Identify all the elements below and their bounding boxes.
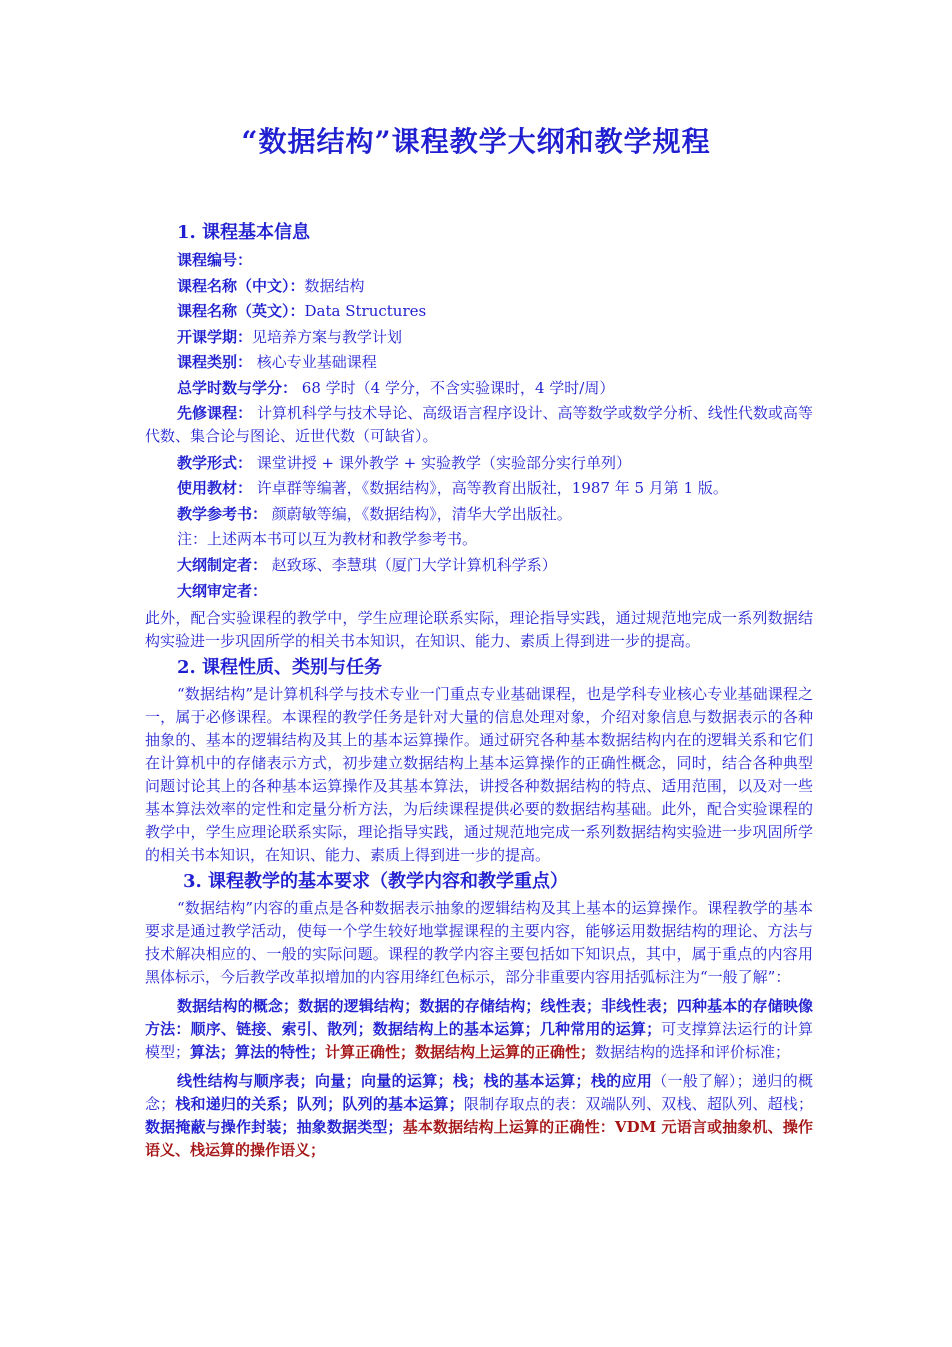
knowledge-2-adt: 数据掩蔽与操作封装；抽象数据类型； [145,1118,403,1137]
reviewer-label: 大纲审定者： [177,581,268,600]
knowledge-2-linear: 线性结构与顺序表；向量；向量的运算；栈；栈的基本运算；栈的应用 [177,1072,653,1091]
note-row [145,527,813,553]
form-label: 教学形式： [177,453,253,472]
semester-label: 开课学期： [177,327,253,346]
reference-value: 颜蔚敏等编，《数据结构》，清华大学出版社。 [267,504,572,523]
name-en-label: 课程名称（英文）： [177,302,305,321]
knowledge-2-vdm: 基本数据结构上运算的正确性：VDM 元语言或抽象机、操作语义、栈运算的操作语义； [145,1118,813,1160]
knowledge-1-algorithm: 算法；算法的特性； [190,1043,326,1062]
category-row [145,350,813,376]
hours-label: 总学时数与学分： [177,378,298,397]
course-code-row [145,248,813,274]
course-code-label: 课程编号： [177,251,253,269]
textbook-value: 许卓群等编著，《数据结构》，高等教育出版社，1987 年 5 月第 1 版。 [252,479,728,498]
section2-heading: 2. 课程性质、类别与任务 [177,657,383,679]
name-cn-value: 数据结构 [304,276,365,295]
name-cn-label: 课程名称（中文）： [177,276,305,295]
name-en-value: Data Structures [304,302,427,321]
knowledge-1-model: 可支撑算法运行的计算模型； [145,1020,813,1062]
name-cn-row [145,274,813,300]
section1-heading: 1. 课程基本信息 [177,222,311,243]
prereq-value: 计算机科学与技术导论、高级语言程序设计、高等数学或数学分析、线性代数或高等代数、集合论与图论、近世代数（可缺省）。 [145,403,813,445]
author-row [145,553,813,579]
knowledge-1-key-points: 数据结构的概念；数据的逻辑结构；数据的存储结构；线性表；非线性表；四种基本的存储映像方法：顺序、链接、索引、散列；数据结构上的基本运算；几种常用的运算； [145,997,813,1039]
author-value: 赵致琢、李慧琪（厦门大学计算机科学系） [267,555,557,574]
category-label: 课程类别： [177,353,253,372]
section3-intro: “数据结构”内容的重点是各种数据表示抽象的逻辑结构及其上基本的运算操作。课程教学的基本要求是通过教学活动，使每一个学生较好地掌握课程的主要内容，能够运用数据结构的理论、方法与技术解决相应的、一般的实际问题。课程的教学内容主要包括如下知识点，其中，属于重点的内容用黑体标示，今后教学改革拟增加的内容用绛红色标示，部分非重要内容用括弧标注为“一般了解”： [145,899,813,987]
prereq-row [145,402,813,448]
note-text: 注：上述两本书可以互为教材和教学参考书。 [177,530,478,549]
prereq-label: 先修课程： [177,403,253,422]
page-title: “数据结构”课程教学大纲和教学规程 [241,125,711,158]
section3-knowledge-2 [145,1070,813,1162]
name-en-row [145,299,813,325]
reference-label: 教学参考书： [177,504,268,523]
knowledge-2-restricted: 限制存取点的表：双端队列、双栈、超队列、超栈； [463,1095,813,1114]
category-value: 核心专业基础课程 [252,353,377,372]
knowledge-2-recursion: （一般了解）；递归的概念； [145,1072,813,1114]
knowledge-2-queue: 栈和递归的关系；队列；队列的基本运算； [175,1095,464,1114]
reference-row [145,502,813,528]
semester-value: 见培养方案与教学计划 [252,327,403,346]
document-body [145,218,813,1162]
form-value: 课堂讲授 + 课外教学 + 实验教学（实验部分实行单列） [252,453,631,472]
section3-knowledge-1 [145,995,813,1064]
semester-row [145,325,813,351]
textbook-label: 使用教材： [177,479,253,498]
reviewer-row [145,579,813,605]
section2-paragraph: “数据结构”是计算机科学与技术专业一门重点专业基础课程，也是学科专业核心专业基础课程之一，属于必修课程。本课程的教学任务是针对大量的信息处理对象，介绍对象信息与数据表示的各种抽象的、基本的逻辑结构及其上的基本运算操作。通过研究各种基本数据结构内在的逻辑关系和它们在计算机中的存储表示方式，初步建立数据结构上基本运算操作的正确性概念，同时，结合各种典型问题讨论其上的各种基本运算操作及其基本算法，讲授各种数据结构的特点、适用范围，以及对一些基本算法效率的定性和定量分析方法，为后续课程提供必要的数据结构基础。此外，配合实验课程的教学中，学生应理论联系实际，理论指导实践，通过规范地完成一系列数据结构实验进一步巩固所学的相关书本知识，在知识、能力、素质上得到进一步的提高。 [145,685,813,865]
hours-value: 68 学时（4 学分，不含实验课时，4 学时/周） [297,378,615,397]
section3-heading: 3. 课程教学的基本要求（教学内容和教学重点） [183,871,569,893]
form-row [145,451,813,477]
knowledge-1-correctness: 计算正确性；数据结构上运算的正确性； [325,1043,596,1062]
hours-row [145,376,813,402]
textbook-row [145,476,813,502]
section1-extra-paragraph: 此外，配合实验课程的教学中，学生应理论联系实际，理论指导实践，通过规范地完成一系列数据结构实验进一步巩固所学的相关书本知识，在知识、能力、素质上得到进一步的提高。 [145,609,813,651]
author-label: 大纲制定者： [177,555,268,574]
knowledge-1-selection: 数据结构的选择和评价标准； [595,1043,791,1062]
